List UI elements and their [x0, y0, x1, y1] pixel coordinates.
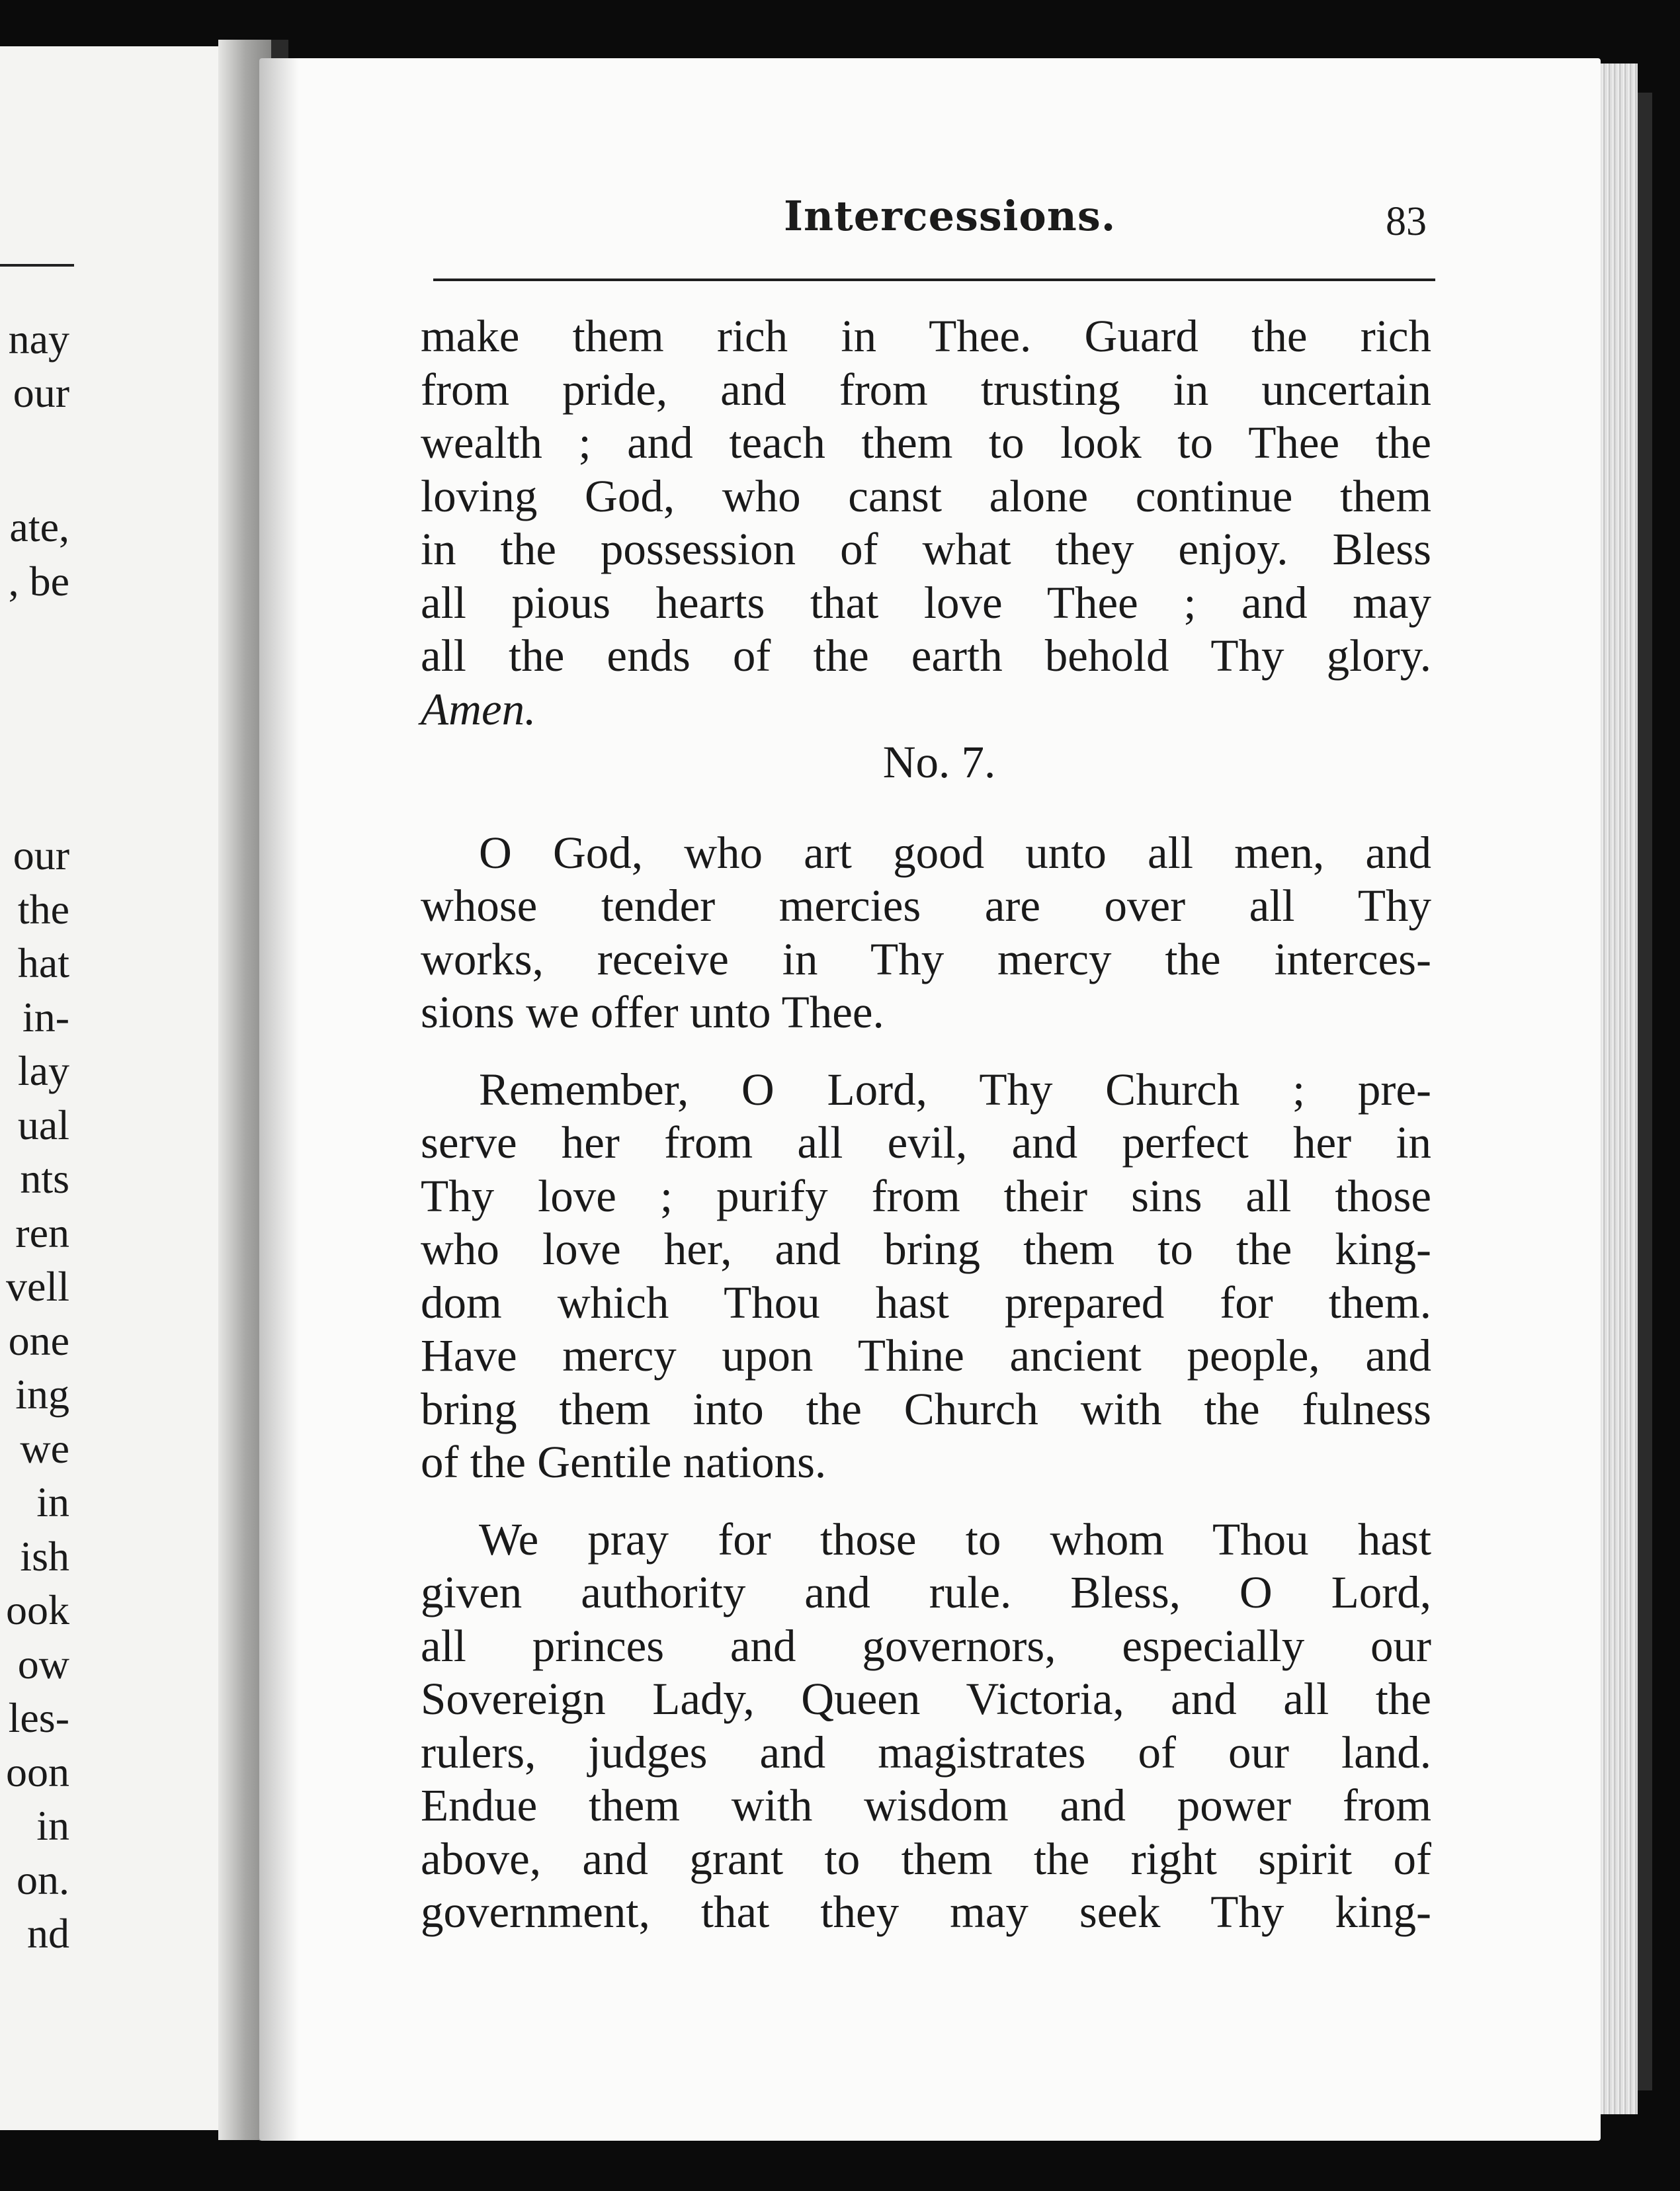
left-fragment: our	[13, 369, 69, 416]
text-line: dom which Thou hast prepared for them.	[421, 1277, 1431, 1328]
left-fragment: ate,	[9, 503, 69, 550]
right-page-gutter-shade	[259, 58, 299, 2141]
left-fragment: on.	[17, 1856, 69, 1903]
paragraph-4	[421, 1513, 1431, 1939]
left-fragment: one	[8, 1317, 69, 1364]
text-line: works, receive in Thy mercy the interces-	[421, 933, 1431, 984]
running-header-title: Intercessions.	[784, 192, 1116, 240]
paragraph-1	[421, 310, 1431, 736]
left-fragment: nd	[27, 1910, 69, 1957]
left-fragment: ow	[17, 1641, 69, 1688]
text-line: in the possession of what they enjoy. Bless	[421, 524, 1431, 574]
text-line: We pray for those to whom Thou hast	[479, 1514, 1431, 1565]
left-fragment: vell	[6, 1263, 69, 1310]
page-number: 83	[1386, 199, 1427, 244]
left-fragment: nts	[20, 1155, 69, 1202]
text-line: whose tender mercies are over all Thy	[421, 881, 1431, 931]
text-line: government, that they may seek Thy king-	[421, 1887, 1431, 1937]
text-line: from pride, and from trusting in uncertain	[421, 364, 1431, 415]
left-fragment: in	[36, 1802, 69, 1849]
left-fragment: we	[20, 1425, 69, 1472]
text-line: sions we offer unto Thee.	[421, 987, 884, 1037]
text-line: wealth ; and teach them to look to Thee the	[421, 417, 1431, 468]
section-heading: No. 7.	[882, 737, 996, 787]
text-line: all pious hearts that love Thee ; and may	[421, 577, 1431, 628]
text-line: serve her from all evil, and perfect her in	[421, 1117, 1431, 1168]
paragraph-spacer	[421, 1489, 1431, 1513]
text-line: make them rich in Thee. Guard the rich	[421, 311, 1431, 361]
text-line: loving God, who canst alone continue them	[421, 470, 1431, 521]
left-fragment: , be	[8, 558, 69, 605]
page-stack-edges	[1601, 64, 1638, 2114]
paragraph-spacer	[421, 1039, 1431, 1063]
text-line: Remember, O Lord, Thy Church ; pre-	[479, 1064, 1431, 1115]
text-line: Thy love ; purify from their sins all those	[421, 1170, 1431, 1221]
left-fragment: hat	[17, 939, 69, 986]
closing-amen: Amen.	[421, 683, 536, 734]
left-fragment: the	[17, 886, 69, 933]
left-fragment: oon	[6, 1748, 69, 1795]
page-body	[421, 310, 1431, 1939]
left-fragment: les-	[8, 1694, 69, 1741]
header-rule	[433, 279, 1435, 281]
text-line: above, and grant to them the right spirit of	[421, 1833, 1431, 1884]
left-page-header-rule	[0, 264, 74, 267]
text-line: Sovereign Lady, Queen Victoria, and all the	[421, 1674, 1431, 1724]
text-line: O God, who art good unto all men, and	[479, 827, 1431, 878]
text-line: rulers, judges and magistrates of our land.	[421, 1727, 1431, 1778]
text-line: Have mercy upon Thine ancient people, and	[421, 1330, 1431, 1381]
text-line: of the Gentile nations.	[421, 1437, 827, 1487]
left-fragment: in-	[22, 994, 69, 1041]
text-line: Endue them with wisdom and power from	[421, 1780, 1431, 1830]
left-fragment: ren	[15, 1209, 69, 1256]
paragraph-2	[421, 826, 1431, 1039]
text-line: all princes and governors, especially our	[421, 1620, 1431, 1671]
left-fragment: our	[13, 832, 69, 879]
left-fragment: nay	[8, 316, 69, 363]
left-fragment: ish	[20, 1533, 69, 1580]
book-cover-edge	[1638, 93, 1652, 2090]
left-fragment: ual	[17, 1101, 69, 1148]
left-fragment: in	[36, 1479, 69, 1525]
left-fragment: ing	[15, 1371, 69, 1418]
left-fragment: lay	[17, 1047, 69, 1094]
text-line: bring them into the Church with the fulness	[421, 1383, 1431, 1434]
text-line: given authority and rule. Bless, O Lord,	[421, 1567, 1431, 1617]
left-fragment: ook	[6, 1586, 69, 1633]
text-line: who love her, and bring them to the king-	[421, 1224, 1431, 1274]
paragraph-3	[421, 1063, 1431, 1489]
text-line: all the ends of the earth behold Thy glory.	[421, 630, 1431, 681]
